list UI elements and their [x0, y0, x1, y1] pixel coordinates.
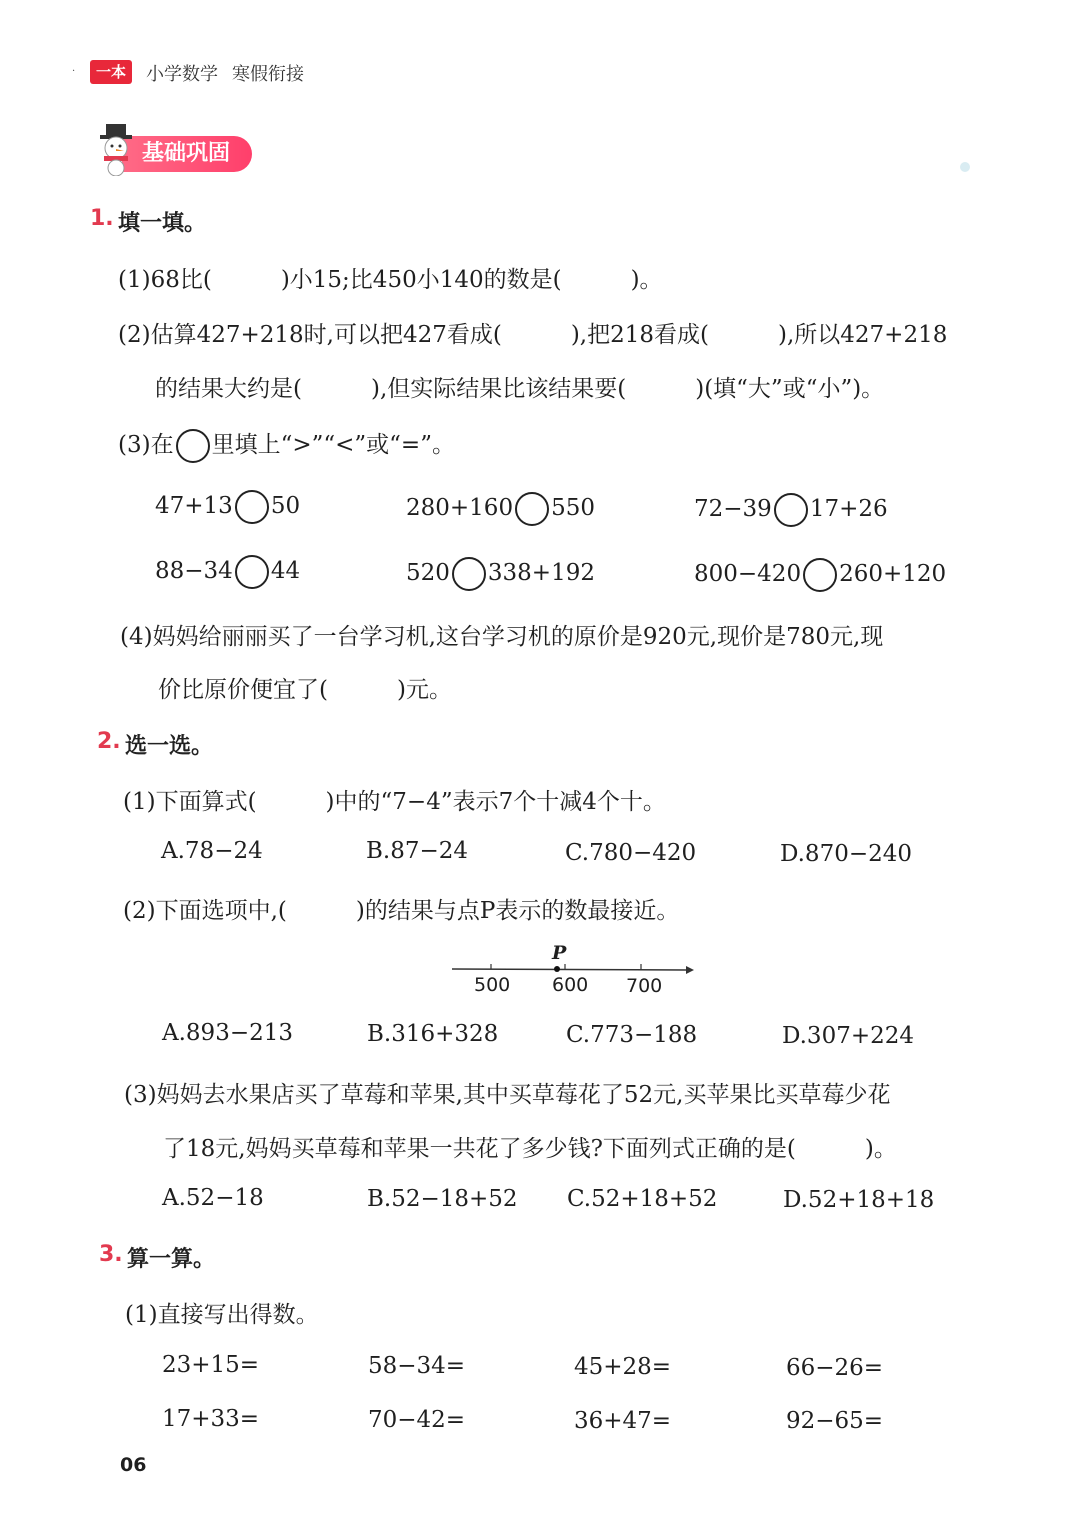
calc-item: 45+28=: [574, 1354, 672, 1380]
header-series: 寒假衔接: [232, 64, 304, 85]
option-a[interactable]: A.893−213: [162, 1020, 293, 1046]
calc-item: 66−26=: [786, 1355, 884, 1381]
q2-number: 2.: [97, 729, 121, 754]
calc-item: 70−42=: [368, 1407, 466, 1433]
calc-item: 92−65=: [786, 1408, 884, 1434]
q2-part3-line1: (3)妈妈去水果店买了草莓和苹果,其中买草莓花了52元,买苹果比买草莓少花: [124, 1082, 891, 1108]
q1-part2-line2: 的结果大约是( ),但实际结果比该结果要( )(填“大”或“小”)。: [155, 376, 885, 402]
compare-circle[interactable]: [452, 557, 486, 591]
compare-circle[interactable]: [235, 490, 269, 524]
compare-circle[interactable]: [235, 555, 269, 589]
option-a[interactable]: A.52−18: [162, 1185, 264, 1211]
q3-part1: (1)直接写出得数。: [125, 1302, 319, 1328]
publisher-logo: 一本: [90, 60, 132, 84]
header-subject: 小学数学: [146, 64, 218, 85]
compare-item: [406, 492, 595, 526]
compare-right: 50: [270, 493, 301, 519]
compare-left: 800−420: [694, 561, 802, 587]
q1-part4-line2: 价比原价便宜了( )元。: [158, 677, 452, 703]
option-c[interactable]: C.780−420: [565, 840, 697, 866]
q1-title: 填一填。: [118, 211, 207, 236]
q1-part3-prefix: (3)在: [118, 432, 174, 458]
option-b[interactable]: B.52−18+52: [367, 1186, 518, 1212]
snowman-icon: [94, 122, 138, 176]
compare-item: [155, 555, 300, 589]
q1-part4-line1: (4)妈妈给丽丽买了一台学习机,这台学习机的原价是920元,现价是780元,现: [120, 624, 884, 650]
q2-part1: (1)下面算式( )中的“7−4”表示7个十减4个十。: [123, 789, 666, 815]
compare-item: [694, 558, 946, 592]
q3-number: 3.: [99, 1242, 123, 1267]
option-d[interactable]: D.870−240: [780, 841, 913, 867]
compare-right: 17+26: [809, 496, 888, 522]
compare-left: 88−34: [155, 558, 233, 584]
section-banner: 基础巩固: [122, 136, 252, 172]
compare-left: 47+13: [155, 493, 233, 519]
q1-part3-instruction: [118, 426, 455, 463]
compare-right: 550: [551, 495, 595, 521]
compare-circle[interactable]: [515, 492, 549, 526]
q1-part2-line1: (2)估算427+218时,可以把427看成( ),把218看成( ),所以427+218: [118, 322, 948, 348]
tick-label: 600: [552, 974, 589, 996]
option-c[interactable]: C.773−188: [566, 1022, 698, 1048]
option-d[interactable]: D.307+224: [782, 1023, 915, 1049]
q1-number: 1.: [90, 206, 114, 231]
q2-part3-line2: 了18元,妈妈买草莓和苹果一共花了多少钱?下面列式正确的是( )。: [163, 1136, 897, 1162]
answer-circle[interactable]: [176, 429, 210, 463]
calc-item: 58−34=: [368, 1353, 466, 1379]
compare-item: [694, 493, 888, 527]
point-p-marker: [554, 966, 560, 972]
q2-title: 选一选。: [125, 734, 214, 759]
header-dot: ·: [72, 66, 76, 77]
option-b[interactable]: B.316+328: [367, 1021, 499, 1047]
compare-circle[interactable]: [774, 493, 808, 527]
q2-part2: (2)下面选项中,( )的结果与点P表示的数最接近。: [123, 898, 680, 924]
compare-left: 280+160: [406, 495, 514, 521]
tick-label: 700: [626, 975, 663, 997]
compare-left: 520: [406, 560, 450, 586]
point-p-label: P: [552, 942, 567, 964]
compare-item: [155, 490, 300, 524]
compare-left: 72−39: [694, 496, 772, 522]
q3-title: 算一算。: [127, 1247, 216, 1272]
q1-part3-suffix: 里填上“>”“<”或“=”。: [211, 432, 455, 458]
option-a[interactable]: A.78−24: [161, 838, 263, 864]
page-number: 06: [120, 1454, 147, 1476]
compare-circle[interactable]: [803, 558, 837, 592]
calc-item: 17+33=: [162, 1406, 260, 1432]
option-c[interactable]: C.52+18+52: [567, 1186, 718, 1212]
compare-right: 260+120: [839, 561, 947, 587]
tick-label: 500: [474, 974, 511, 996]
compare-right: 44: [270, 558, 301, 584]
option-b[interactable]: B.87−24: [366, 838, 469, 864]
calc-item: 36+47=: [574, 1408, 672, 1434]
calc-item: 23+15=: [162, 1352, 260, 1378]
decor-dot: [960, 162, 970, 172]
option-d[interactable]: D.52+18+18: [783, 1187, 935, 1213]
q1-part1: (1)68比( )小15;比450小140的数是( )。: [118, 267, 663, 293]
compare-item: [406, 557, 595, 591]
compare-right: 338+192: [487, 560, 595, 586]
